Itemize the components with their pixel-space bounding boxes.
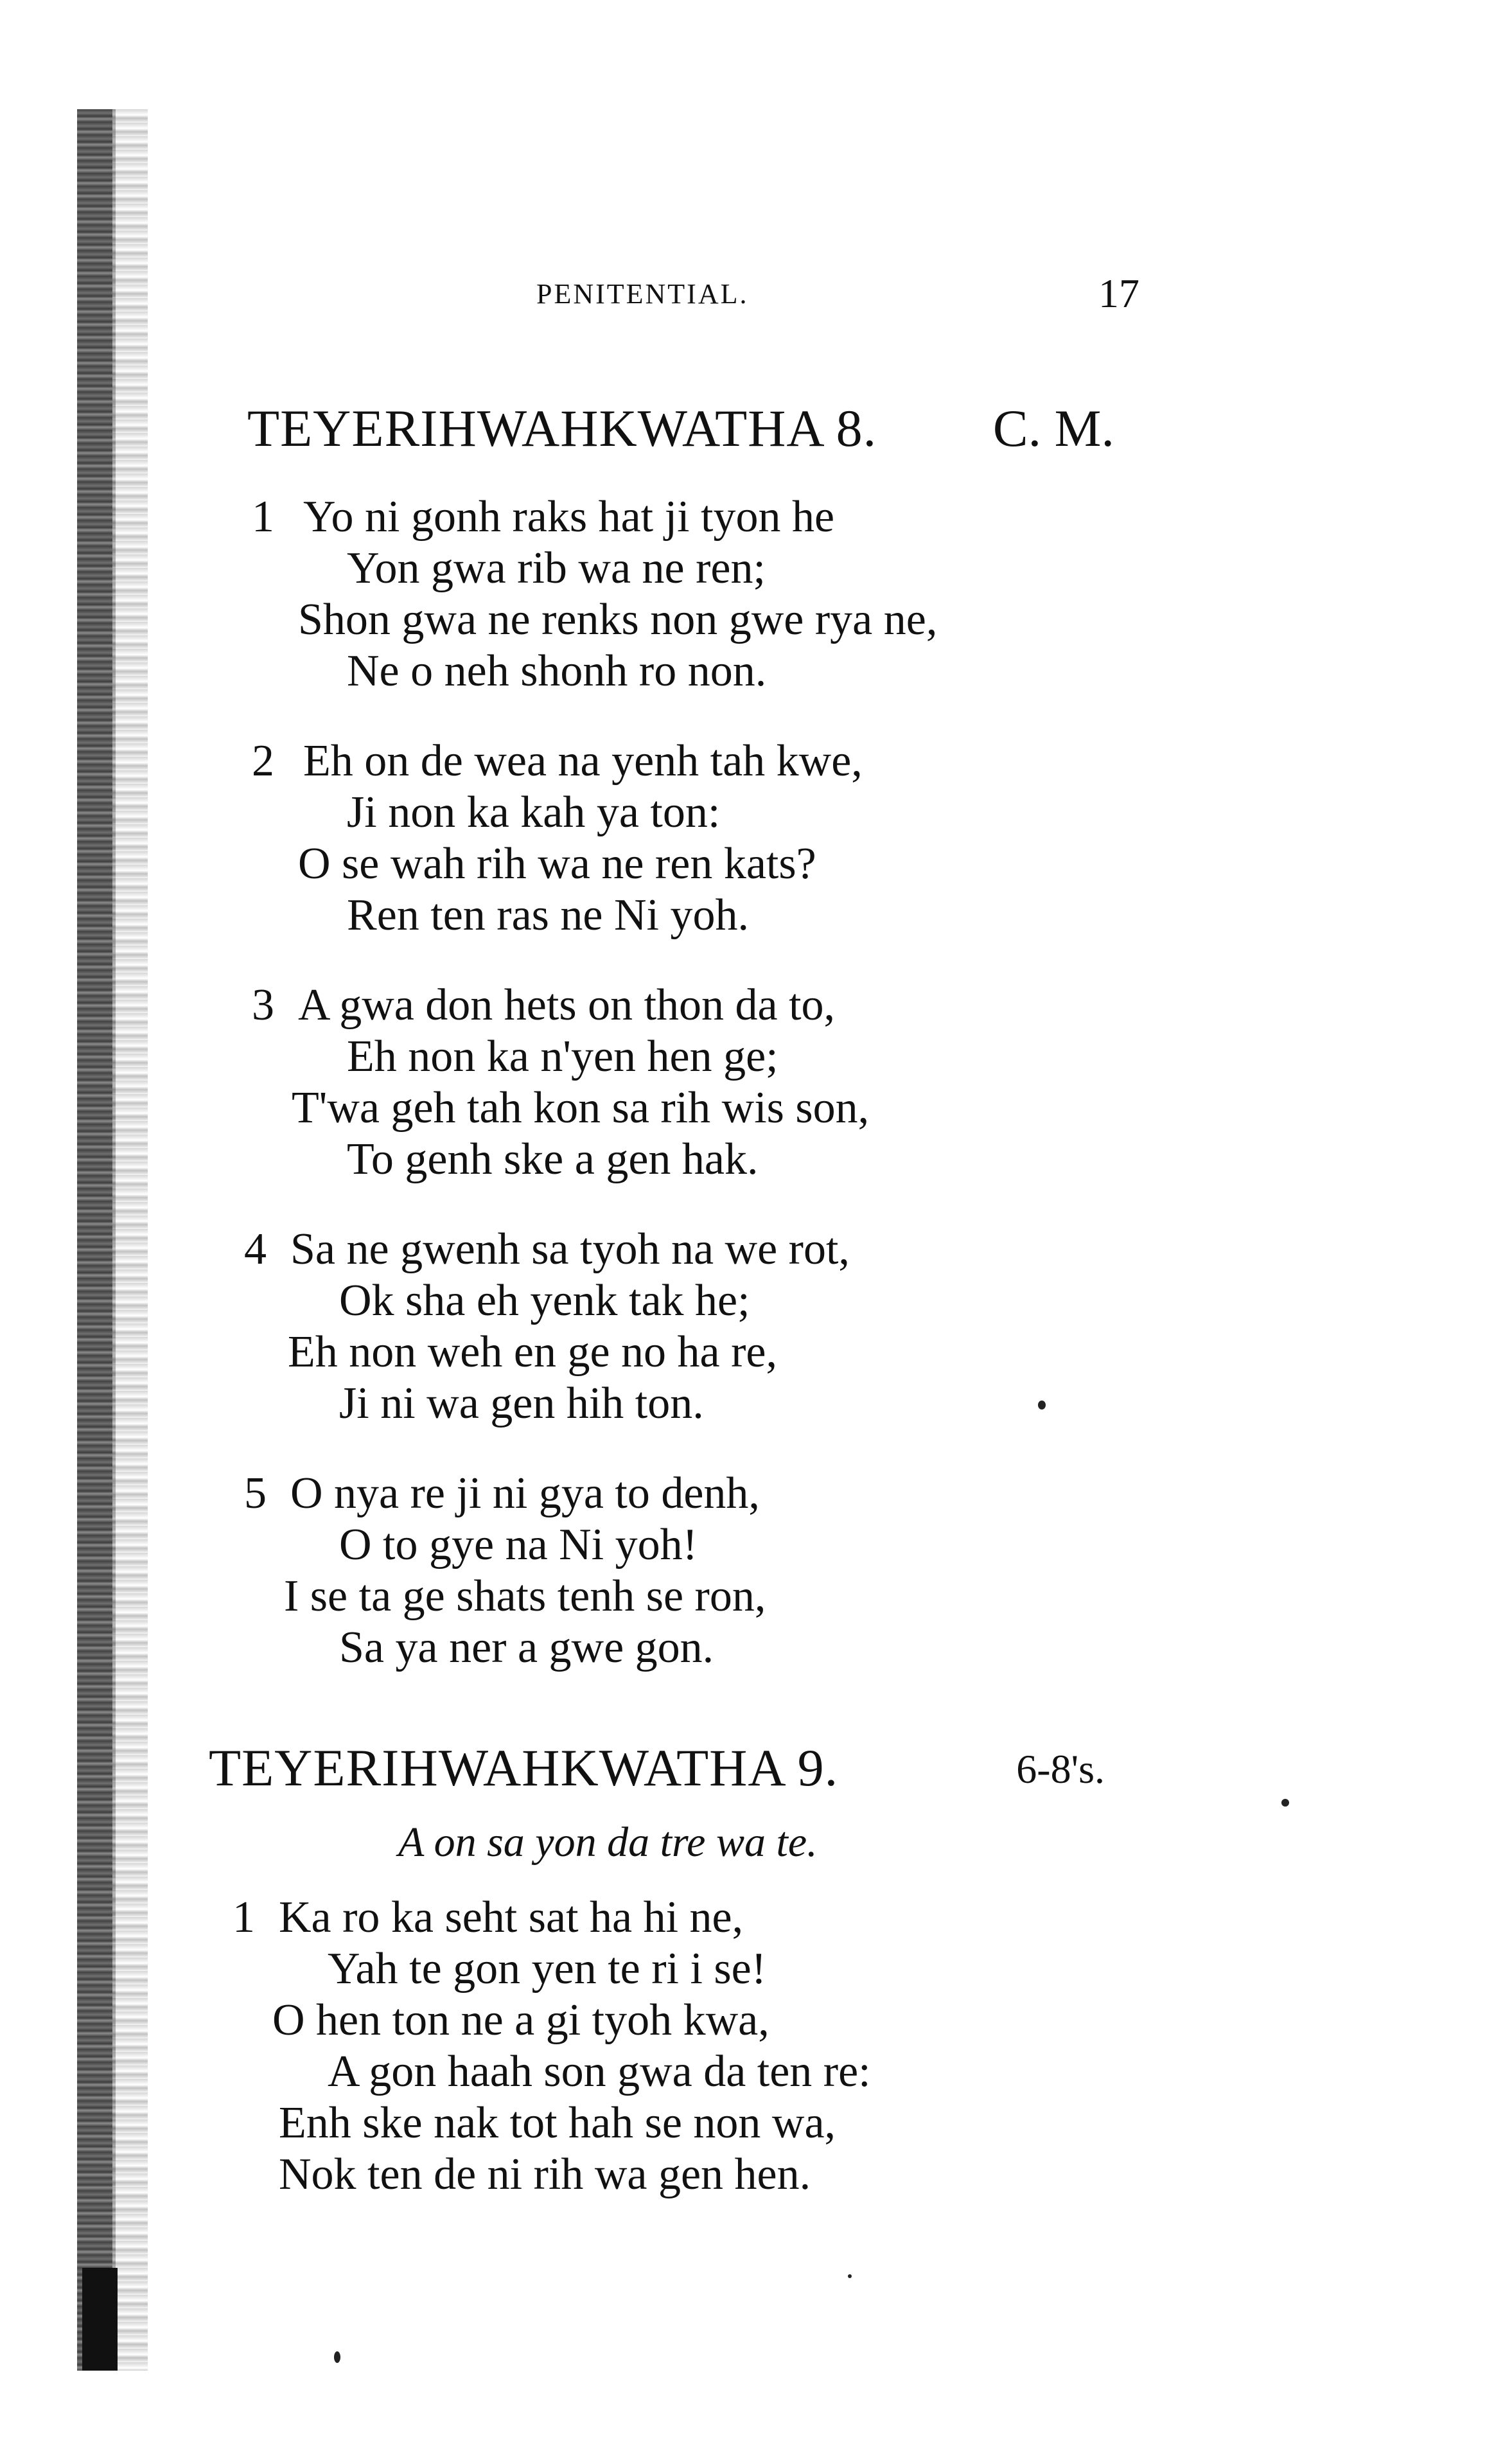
binding-gutter-edge xyxy=(112,109,148,2371)
verse-number: 2 xyxy=(252,736,274,786)
verse-line: Sa ya ner a gwe gon. xyxy=(339,1623,714,1672)
ink-speck xyxy=(1038,1401,1046,1410)
ink-speck xyxy=(1281,1799,1289,1807)
verse-line: Yo ni gonh raks hat ji tyon he xyxy=(303,492,835,542)
hymn-subtitle: A on sa yon da tre wa te. xyxy=(398,1819,818,1866)
verse-line: Eh on de wea na yenh tah kwe, xyxy=(303,736,863,786)
verse-line: O se wah rih wa ne ren kats? xyxy=(298,839,816,889)
page-number: 17 xyxy=(1098,270,1139,316)
verse-line: Enh ske nak tot hah se non wa, xyxy=(279,2098,836,2148)
verse-line: O hen ton ne a gi tyoh kwa, xyxy=(272,1995,769,2045)
running-head: PENITENTIAL. xyxy=(536,278,749,310)
page-header xyxy=(0,270,1512,321)
ink-speck xyxy=(848,2274,852,2278)
verse-line: Sa ne gwenh sa tyoh na we rot, xyxy=(290,1225,850,1274)
verse-number: 4 xyxy=(244,1225,267,1274)
verse-line: Eh non ka n'yen hen ge; xyxy=(347,1032,778,1081)
hymn-meter: C. M. xyxy=(992,399,1114,457)
verse-line: Ne o neh shonh ro non. xyxy=(347,646,767,696)
verse-line: Ok sha eh yenk tak he; xyxy=(339,1276,750,1325)
verse-line: Yah te gon yen te ri i se! xyxy=(328,1944,767,1994)
verse-line: O to gye na Ni yoh! xyxy=(339,1520,698,1569)
hymn-name: TEYERIHWAHKWATHA 8. xyxy=(247,399,877,457)
verse-line: Ren ten ras ne Ni yoh. xyxy=(347,890,749,940)
verse-number: 3 xyxy=(252,980,274,1030)
binding-gutter xyxy=(77,109,116,2371)
verse-line: Ka ro ka seht sat ha hi ne, xyxy=(279,1893,744,1942)
verse-line: Eh non weh en ge no ha re, xyxy=(288,1327,777,1377)
verse-number: 1 xyxy=(252,492,274,542)
binding-gutter-shadow xyxy=(82,2268,118,2371)
verse-line: Ji non ka kah ya ton: xyxy=(347,788,721,837)
verse-line: Shon gwa ne renks non gwe rya ne, xyxy=(298,595,938,644)
verse-line: I se ta ge shats tenh se ron, xyxy=(284,1571,766,1621)
verse-line: A gon haah son gwa da ten re: xyxy=(328,2047,871,2096)
verse-line: Ji ni wa gen hih ton. xyxy=(339,1379,704,1428)
hymn-name: TEYERIHWAHKWATHA 9. xyxy=(209,1738,839,1797)
hymn-meter: 6-8's. xyxy=(1016,1746,1105,1792)
ink-speck xyxy=(334,2351,340,2363)
verse-line: A gwa don hets on thon da to, xyxy=(298,980,836,1030)
verse-line: Yon gwa rib wa ne ren; xyxy=(347,544,766,593)
verse-line: T'wa geh tah kon sa rih wis son, xyxy=(292,1083,870,1133)
verse-number: 1 xyxy=(233,1893,255,1942)
verse-number: 5 xyxy=(244,1469,267,1518)
verse-line: Nok ten de ni rih wa gen hen. xyxy=(279,2150,811,2199)
verse-line: To genh ske a gen hak. xyxy=(347,1135,759,1184)
verse-line: O nya re ji ni gya to denh, xyxy=(290,1469,760,1518)
